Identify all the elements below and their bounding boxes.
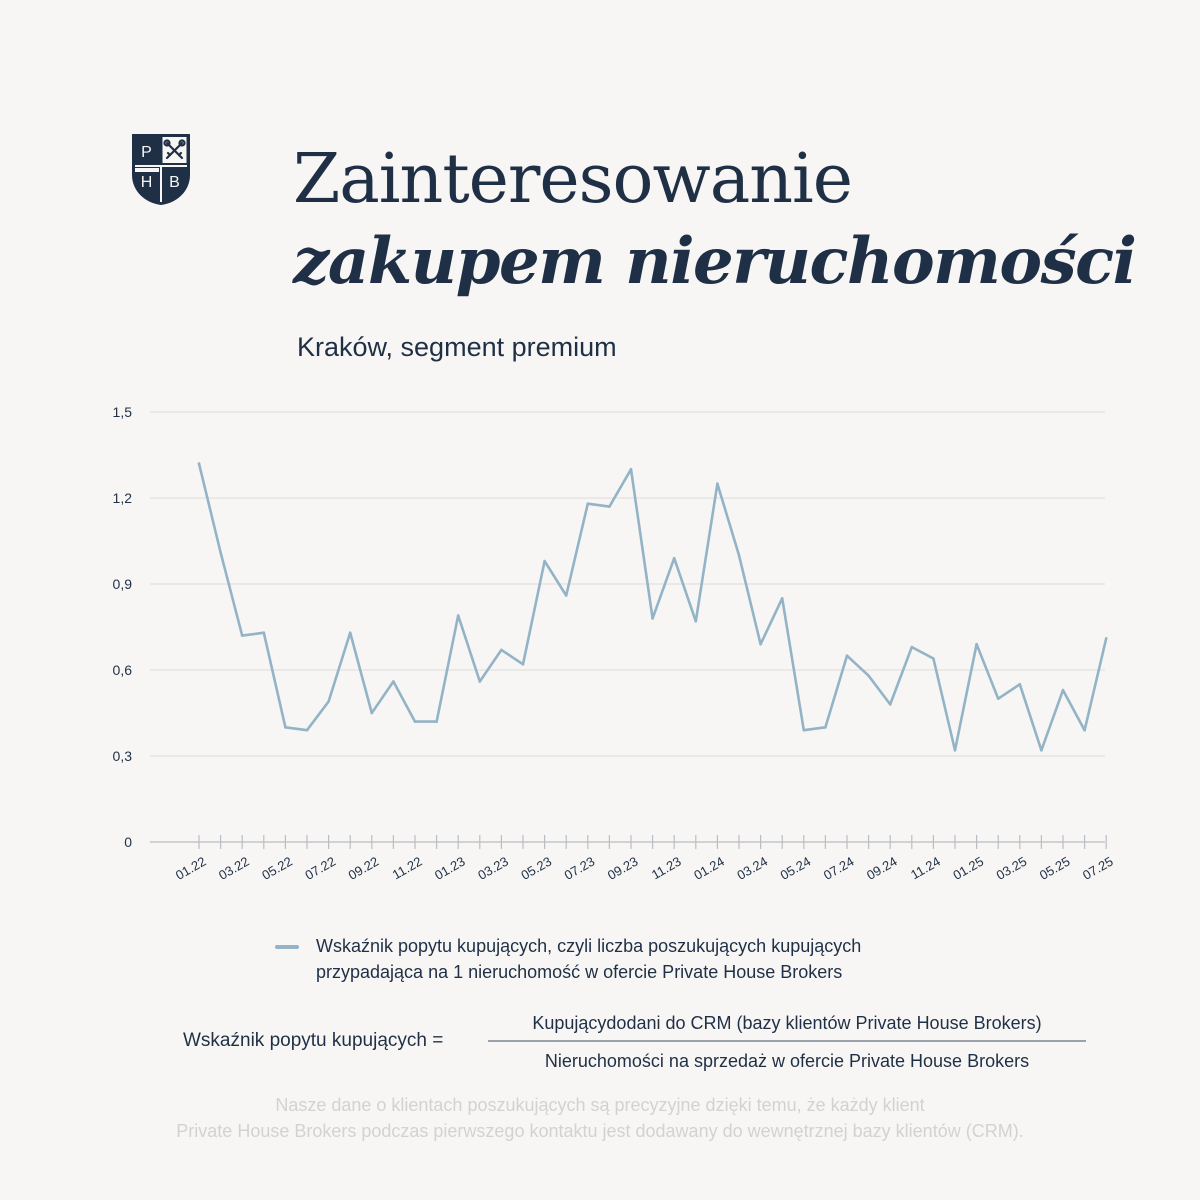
data-point: [241, 634, 244, 637]
x-tick-label: 03.24: [734, 853, 771, 883]
x-tick-label: 09.22: [345, 853, 382, 883]
chart-grid: [150, 412, 1105, 756]
data-point: [781, 597, 784, 600]
x-tick-label: 09.23: [604, 853, 641, 883]
data-point: [846, 654, 849, 657]
data-point: [414, 720, 417, 723]
x-tick-label: 09.24: [864, 853, 900, 883]
x-axis: [150, 835, 1116, 883]
data-point: [824, 726, 827, 729]
legend-swatch: [275, 945, 299, 949]
data-point: [651, 617, 654, 620]
logo-letter-p: P: [141, 144, 152, 161]
data-point: [349, 631, 352, 634]
data-point: [608, 505, 611, 508]
data-point: [198, 462, 201, 465]
y-tick-label: 0,9: [112, 576, 132, 592]
y-tick-label: 0,3: [112, 748, 132, 764]
x-tick-label: 11.24: [908, 853, 943, 883]
legend-line-1: Wskaźnik popytu kupujących, czyli liczba poszukujących kupujących: [316, 936, 862, 956]
data-point: [587, 502, 590, 505]
data-point: [1019, 683, 1022, 686]
data-point: [1040, 749, 1043, 752]
data-point: [263, 631, 266, 634]
footnote-line-2: Private House Brokers podczas pierwszego kontaktu jest dodawany do wewnętrznej bazy klientów (CRM).: [176, 1121, 1024, 1141]
x-tick-label: 07.25: [1080, 853, 1116, 883]
x-tick-label: 11.22: [389, 853, 425, 883]
data-point: [673, 557, 676, 560]
x-tick-label: 01.23: [432, 853, 468, 883]
x-tick-label: 05.23: [518, 853, 555, 883]
x-tick-label: 05.25: [1036, 853, 1073, 883]
data-point: [392, 680, 395, 683]
data-point: [284, 726, 287, 729]
data-point: [1062, 689, 1065, 692]
data-point: [954, 749, 957, 752]
logo-letter-h: H: [140, 174, 153, 191]
data-point: [716, 482, 719, 485]
x-tick-label: 05.24: [777, 853, 814, 883]
x-tick-label: 07.22: [302, 853, 339, 883]
data-point: [759, 643, 762, 646]
series-line: [199, 464, 1106, 751]
data-point: [803, 729, 806, 732]
data-point: [306, 729, 309, 732]
data-point: [738, 554, 741, 557]
data-point: [867, 674, 870, 677]
x-tick-label: 01.25: [950, 853, 987, 883]
data-point: [975, 643, 978, 646]
chart-legend: [275, 933, 995, 985]
phb-shield-icon: [131, 133, 191, 207]
x-tick-label: 01.24: [691, 853, 727, 883]
x-tick-label: 05.22: [259, 853, 295, 883]
data-point: [371, 712, 374, 715]
y-tick-label: 0: [124, 834, 132, 850]
formula-label: Wskaźnik popytu kupujących =: [183, 1030, 444, 1051]
data-point: [997, 697, 1000, 700]
x-tick-label: 03.23: [475, 853, 511, 883]
formula-fraction: [488, 1008, 1086, 1076]
logo-letter-b: B: [169, 174, 180, 191]
data-point: [435, 720, 438, 723]
legend-line-2: przypadająca na 1 nieruchomość w ofercie Private House Brokers: [316, 962, 843, 982]
demand-line-chart: [0, 390, 1200, 910]
data-point: [543, 560, 546, 563]
data-point: [911, 646, 914, 649]
data-point: [889, 703, 892, 706]
data-point: [695, 620, 698, 623]
x-tick-label: 07.24: [820, 853, 857, 883]
formula-numerator: Kupującydodani do CRM (bazy klientów Private House Brokers): [532, 1013, 1042, 1033]
x-tick-label: 07.23: [561, 853, 598, 883]
y-tick-label: 0,6: [112, 662, 132, 678]
subtitle: Kraków, segment premium: [297, 332, 617, 362]
title-line-1: Zainteresowanie: [293, 140, 853, 219]
data-point: [500, 649, 503, 652]
x-tick-label: 03.22: [216, 853, 252, 883]
fraction-bar: [488, 1040, 1086, 1042]
data-point: [457, 614, 460, 617]
data-point: [522, 663, 525, 666]
formula-denominator: Nieruchomości na sprzedaż w ofercie Private House Brokers: [544, 1051, 1030, 1071]
y-tick-label: 1,2: [112, 490, 132, 506]
x-tick-label: 11.23: [648, 853, 684, 883]
phb-logo: [131, 133, 191, 207]
y-axis-ticks: [113, 404, 133, 850]
data-point: [630, 468, 633, 471]
data-point: [932, 657, 935, 660]
x-tick-label: 03.25: [993, 853, 1030, 883]
data-point: [1105, 637, 1108, 640]
footnote-line-1: Nasze dane o klientach poszukujących są precyzyjne dzięki temu, że każdy klient: [275, 1095, 925, 1115]
data-point: [327, 700, 330, 703]
data-point: [565, 594, 568, 597]
x-tick-label: 01.22: [172, 853, 209, 883]
footnote: [0, 1092, 1200, 1144]
legend-label: [316, 933, 995, 985]
y-tick-label: 1,5: [112, 404, 132, 420]
data-point: [479, 680, 482, 683]
chart-series: [198, 462, 1108, 751]
data-point: [219, 551, 222, 554]
title-line-2: zakupem nieruchomości: [293, 224, 1136, 299]
data-point: [1083, 729, 1086, 732]
